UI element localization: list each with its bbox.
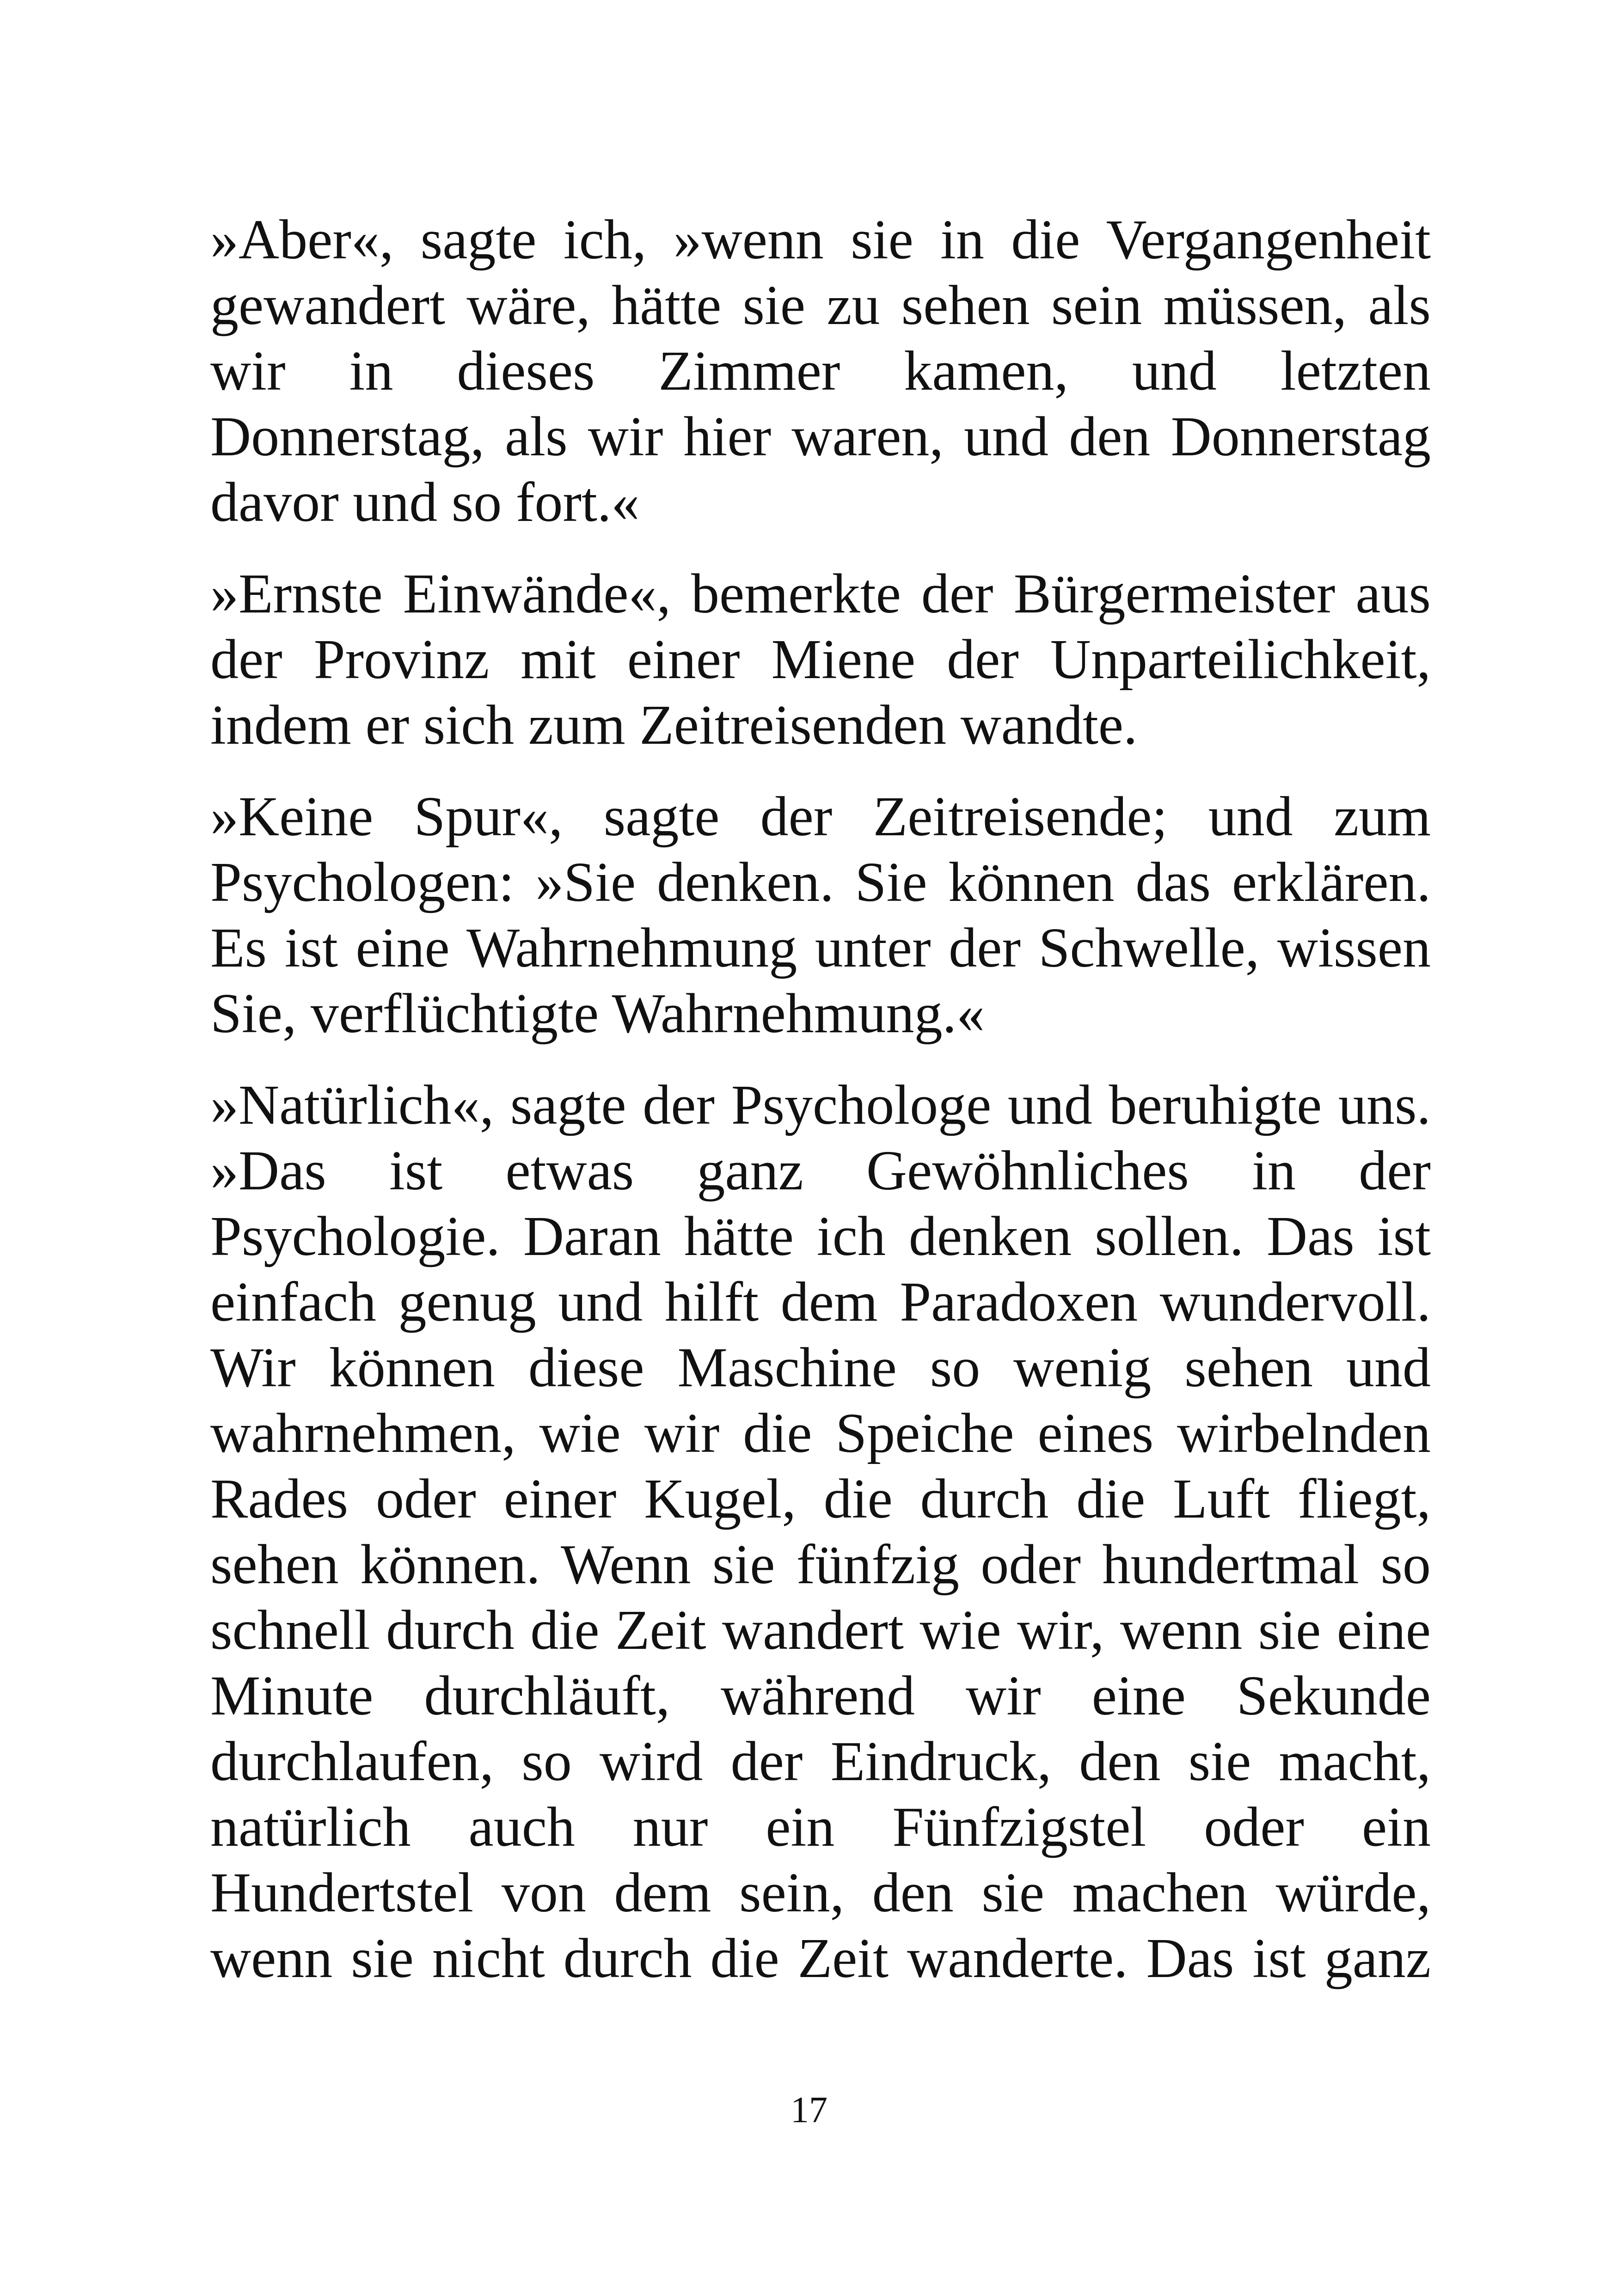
text-line: sehen können. Wenn sie fünfzig oder hundertmal so xyxy=(210,1533,1431,1596)
text-line: Minute durchläuft, während wir eine Sekunde xyxy=(210,1665,1431,1727)
text-line: wahrnehmen, wie wir die Speiche eines wirbelnden xyxy=(210,1402,1431,1464)
text-line: »Keine Spur«, sagte der Zeitreisende; und zum xyxy=(210,785,1431,848)
text-line: Psychologen: »Sie denken. Sie können das erklären. xyxy=(210,851,1431,913)
text-line: Rades oder einer Kugel, die durch die Luft fliegt, xyxy=(210,1468,1431,1530)
text-line: einfach genug und hilft dem Paradoxen wundervoll. xyxy=(210,1271,1431,1333)
text-line: gewandert wäre, hätte sie zu sehen sein müssen, als xyxy=(210,274,1431,337)
text-line: Sie, verflüchtigte Wahrnehmung.« xyxy=(210,982,985,1045)
text-line: schnell durch die Zeit wandert wie wir, wenn sie eine xyxy=(210,1599,1431,1661)
paragraph xyxy=(210,561,1431,758)
text-line: indem er sich zum Zeitreisenden wandte. xyxy=(210,694,1138,756)
text-line: wenn sie nicht durch die Zeit wanderte. Das ist ganz xyxy=(210,1927,1431,1990)
text-line: »Natürlich«, sagte der Psychologe und beruhigte uns. xyxy=(210,1074,1431,1136)
text-line: Hundertstel von dem sein, den sie machen würde, xyxy=(210,1861,1431,1924)
page-number: 17 xyxy=(791,2090,827,2131)
paragraph xyxy=(210,207,1431,535)
paragraph xyxy=(210,784,1431,1047)
text-line: Wir können diese Maschine so wenig sehen und xyxy=(210,1336,1431,1399)
text-line: wir in dieses Zimmer kamen, und letzten xyxy=(210,340,1431,402)
paragraph xyxy=(210,1072,1431,1991)
text-line: durchlaufen, so wird der Eindruck, den sie macht, xyxy=(210,1730,1431,1793)
body-text xyxy=(210,207,1431,2017)
text-line: »Das ist etwas ganz Gewöhnliches in der xyxy=(210,1139,1431,1202)
text-line: Donnerstag, als wir hier waren, und den Donnerstag xyxy=(210,405,1431,468)
text-line: davor und so fort.« xyxy=(210,471,640,533)
text-line: Es ist eine Wahrnehmung unter der Schwelle, wissen xyxy=(210,917,1431,979)
text-line: »Aber«, sagte ich, »wenn sie in die Vergangenheit xyxy=(210,208,1431,271)
text-line: der Provinz mit einer Miene der Unparteilichkeit, xyxy=(210,628,1431,691)
text-line: Psychologie. Daran hätte ich denken sollen. Das ist xyxy=(210,1205,1431,1267)
text-line: natürlich auch nur ein Fünfzigstel oder ein xyxy=(210,1796,1431,1858)
text-line: »Ernste Einwände«, bemerkte der Bürgermeister aus xyxy=(210,563,1431,625)
